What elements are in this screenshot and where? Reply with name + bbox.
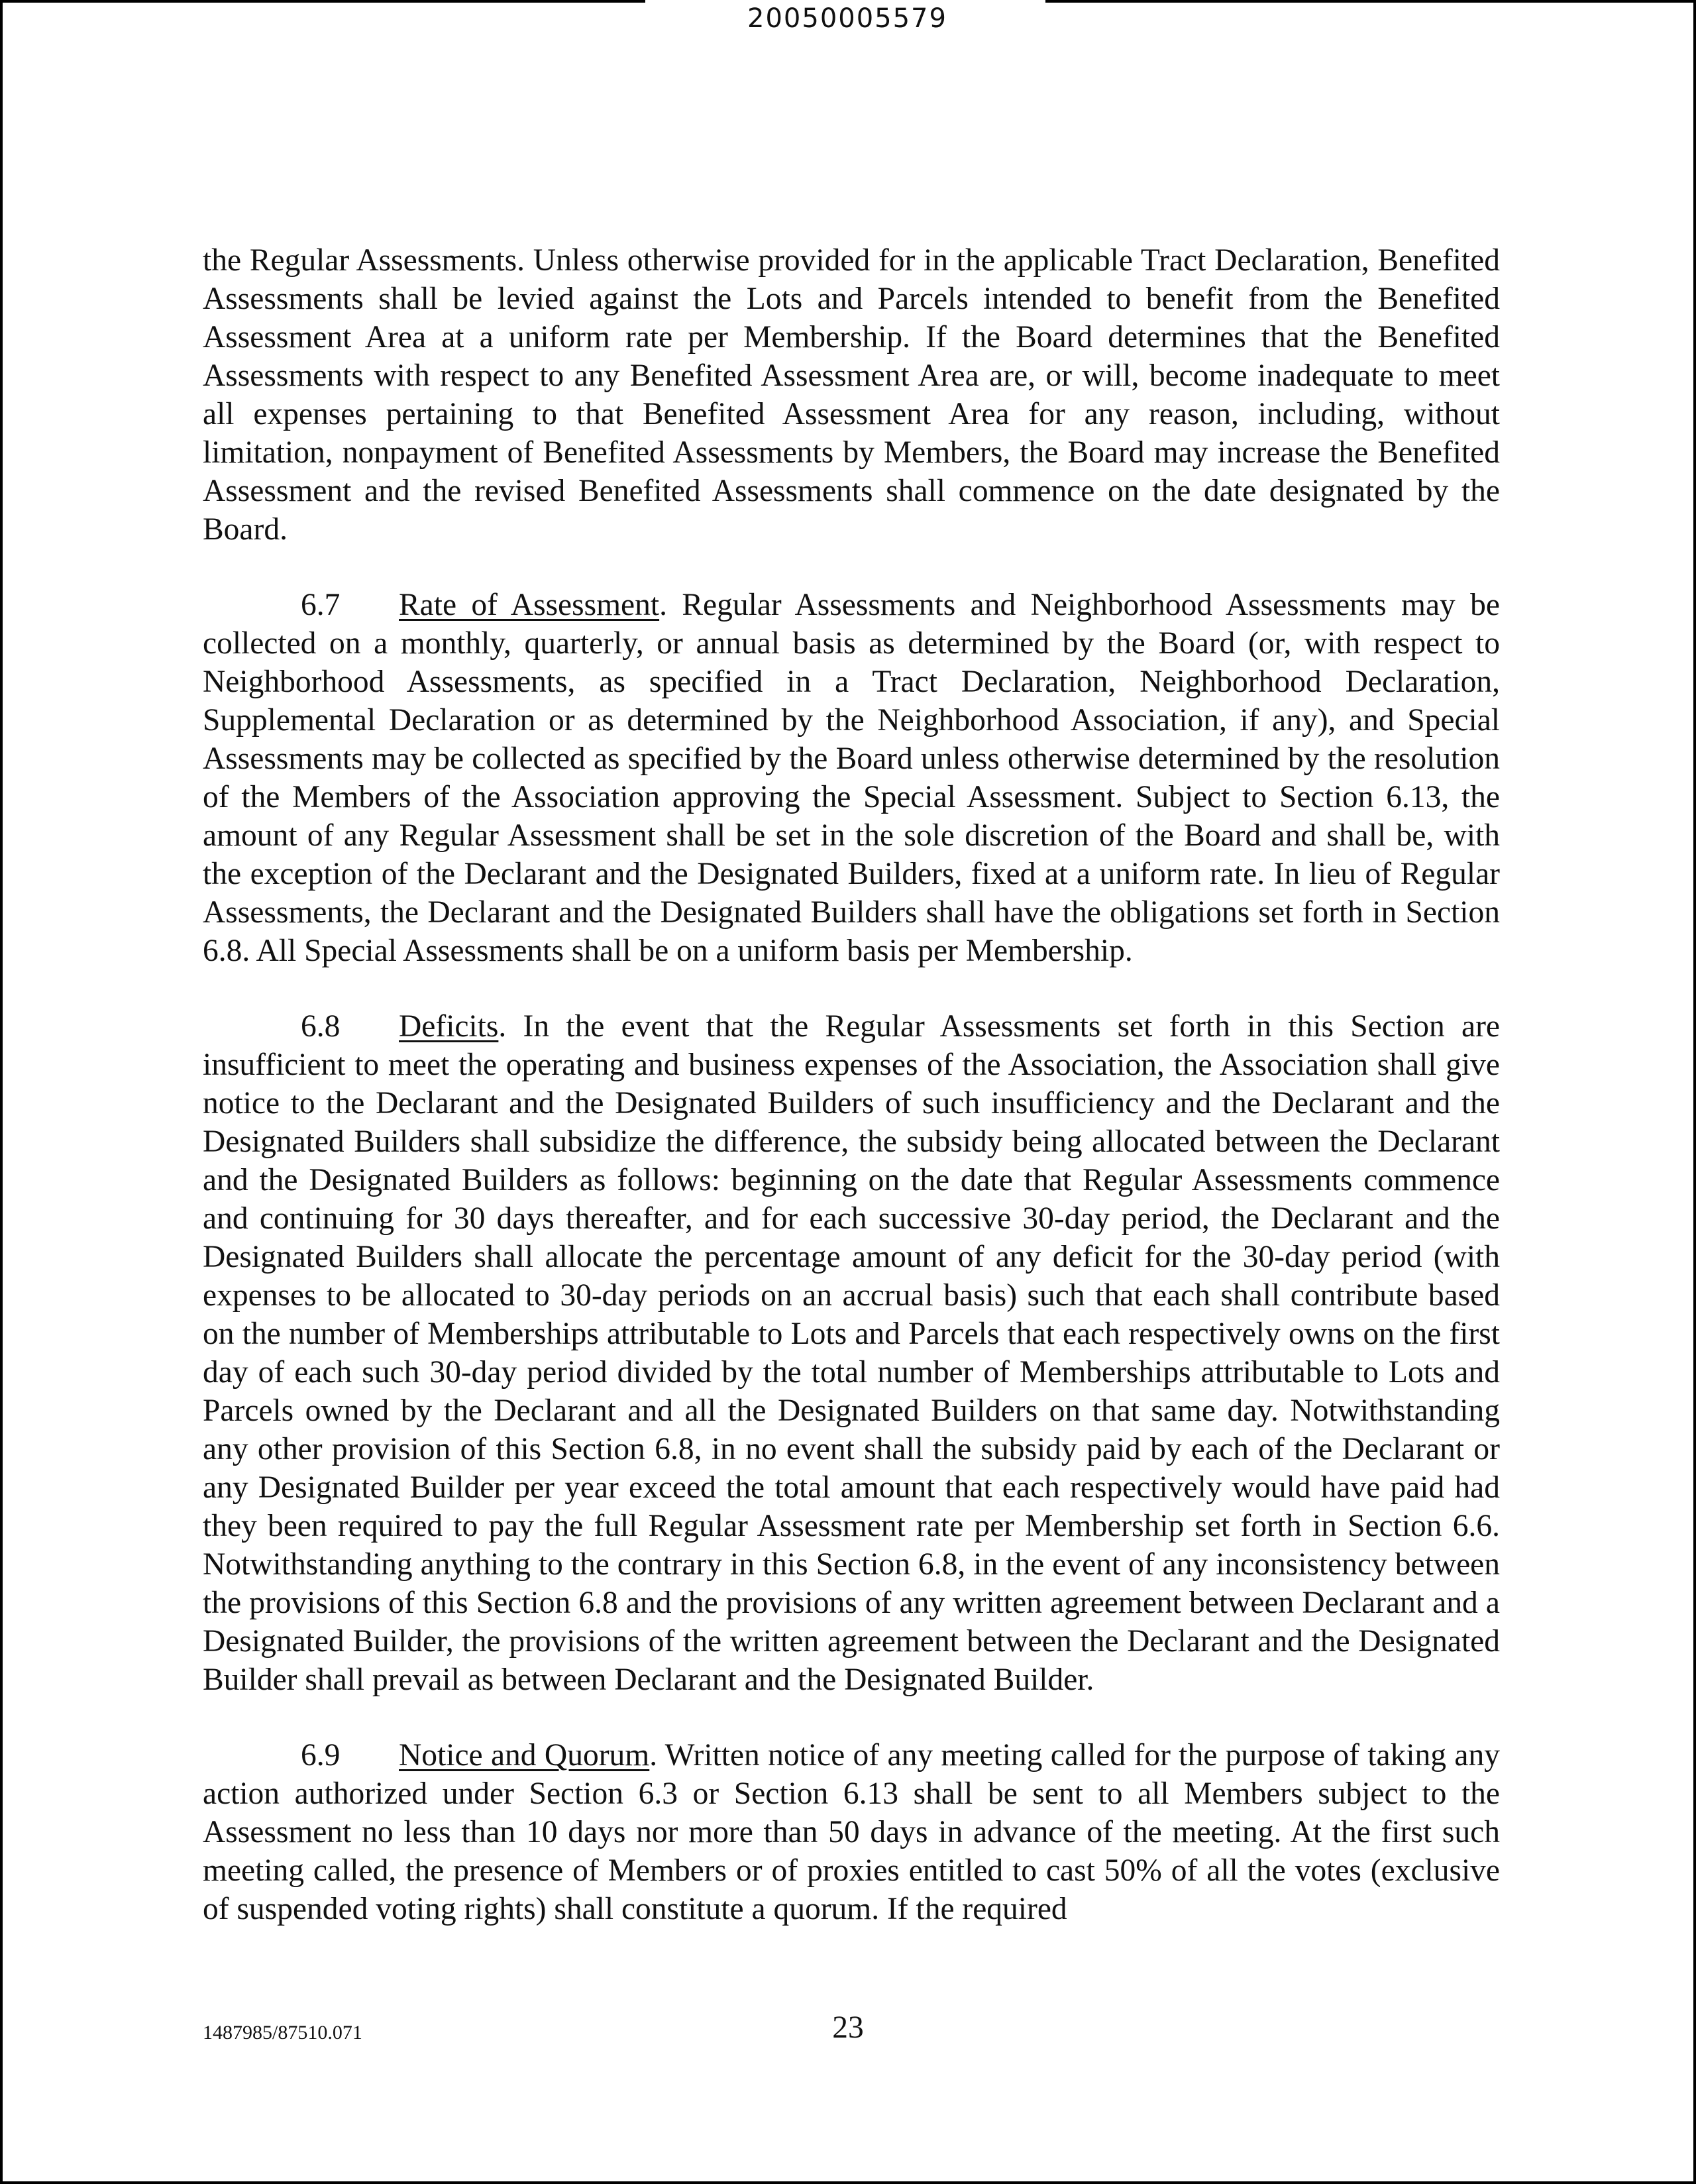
top-left-border	[0, 0, 645, 3]
section-heading: Rate of Assessment	[399, 588, 660, 622]
left-border	[0, 0, 3, 2184]
section-number: 6.8	[301, 1009, 341, 1044]
section-number: 6.9	[301, 1738, 341, 1773]
section-text: . Regular Assessments and Neighborhood Assessments may be collected on a monthly, quarterly, or annual basis as determined by the Board (or, with respect to Neighborhood Assessments, as specified in a Tract Declaration, Neighborhood Declaration, Supplemental Declaration or as determined by the Neighborhood Association, if any), and Special Assessments may be collected as specified by the Board unless otherwise determined by the resolution of the Members of the Association approving the Special Assessment. Subject to Section 6.13, the amount of any Regular Assessment shall be set in the sole discretion of the Board and shall be, with the exception of the Declarant and the Designated Builders, fixed at a uniform rate. In lieu of Regular Assessments, the Declarant and the Designated Builders shall have the obligations set forth in Section 6.8. All Special Assessments shall be on a uniform basis per Membership.	[203, 588, 1501, 968]
section-number: 6.7	[301, 588, 341, 622]
paragraph-text: the Regular Assessments. Unless otherwise provided for in the applicable Tract Declaration, Benefited Assessments shall be levied against the Lots and Parcels intended to benefit from the Benefited Assessment Area at a uniform rate per Membership. If the Board determines that the Benefited Assessments with respect to any Benefited Assessment Area are, or will, become inadequate to meet all expenses pertaining to that Benefited Assessment Area for any reason, including, without limitation, nonpayment of Benefited Assessments by Members, the Board may increase the Benefited Assessment and the revised Benefited Assessments shall commence on the date designated by the Board.	[203, 243, 1500, 547]
page-number: 23	[832, 2010, 864, 2045]
section-6-7	[203, 586, 1500, 970]
top-right-border	[1045, 0, 1696, 3]
document-body	[203, 241, 1500, 1965]
section-heading: Notice and Quorum	[399, 1738, 650, 1773]
right-border	[1693, 0, 1696, 2184]
section-text: . In the event that the Regular Assessments set forth in this Section are insufficient to meet the operating and business expenses of the Association, the Association shall give notice to the Declarant and the Designated Builders of such insufficiency and the Declarant and the Designated Builders shall subsidize the difference, the subsidy being allocated between the Declarant and the Designated Builders as follows: beginning on the date that Regular Assessments commence and continuing for 30 days thereafter, and for each successive 30-day period, the Declarant and the Designated Builders shall allocate the percentage amount of any deficit for the 30-day period (with expenses to be allocated to 30-day periods on an accrual basis) such that each shall contribute based on the number of Memberships attributable to Lots and Parcels that each respectively owns on the first day of each such 30-day period divided by the total number of Memberships attributable to Lots and Parcels owned by the Declarant and all the Designated Builders on that same day. Notwithstanding any other provision of this Section 6.8, in no event shall the subsidy paid by each of the Declarant or any Designated Builder per year exceed the total amount that each respectively would have paid had they been required to pay the full Regular Assessment rate per Membership set forth in Section 6.6. Notwithstanding anything to the contrary in this Section 6.8, in the event of any inconsistency between the provisions of this Section 6.8 and the provisions of any written agreement between Declarant and a Designated Builder, the provisions of the written agreement between the Declarant and the Designated Builder shall prevail as between Declarant and the Designated Builder.	[203, 1009, 1500, 1697]
section-heading: Deficits	[399, 1009, 499, 1044]
section-6-8	[203, 1007, 1500, 1699]
section-6-9	[203, 1736, 1500, 1928]
section-text: . Written notice of any meeting called for the purpose of taking any action authorized under Section 6.3 or Section 6.13 shall be sent to all Members subject to the Assessment no less than 10 days nor more than 50 days in advance of the meeting. At the first such meeting called, the presence of Members or of proxies entitled to cast 50% of all the votes (exclusive of suspended voting rights) shall constitute a quorum. If the required	[203, 1738, 1500, 1926]
paragraph-continuation	[203, 241, 1500, 549]
document-number: 20050005579	[747, 3, 947, 34]
bottom-border	[0, 2181, 1696, 2184]
footer-file-id: 1487985/87510.071	[203, 2022, 362, 2044]
